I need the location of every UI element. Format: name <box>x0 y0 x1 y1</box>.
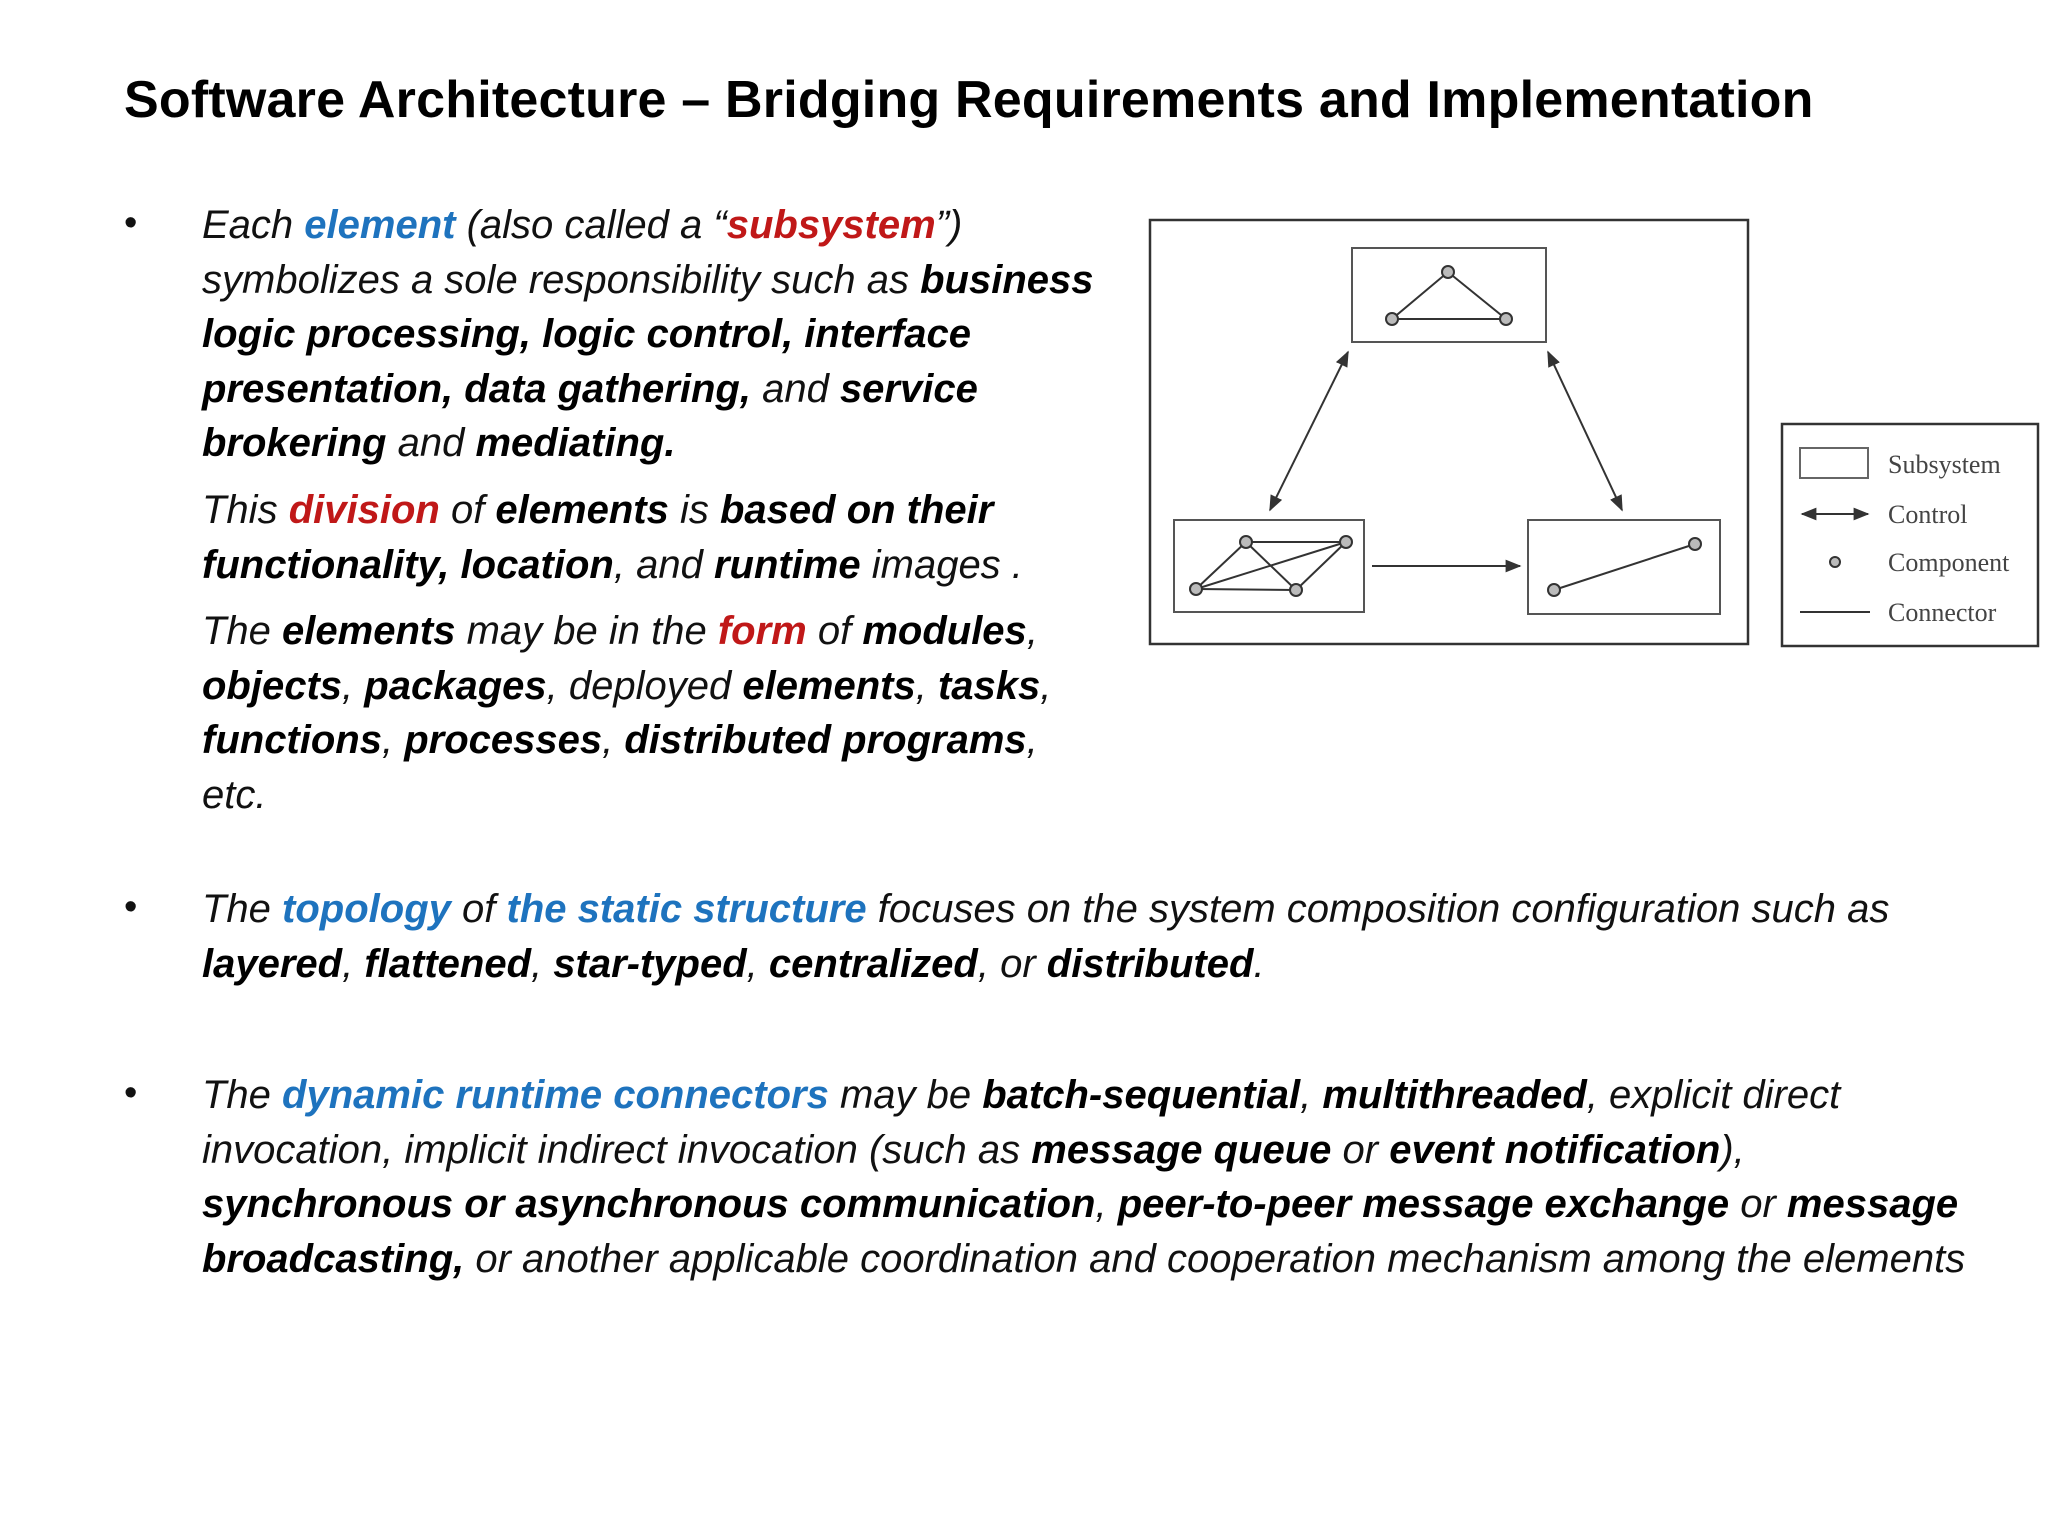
text-run: , <box>915 663 938 708</box>
text-run: , <box>1095 1182 1118 1226</box>
keyword-division: division <box>288 488 440 532</box>
text-run: , <box>602 718 625 762</box>
keyword-topology: topology <box>282 887 451 931</box>
text-run: of <box>806 609 863 653</box>
component-dot <box>1240 536 1252 548</box>
bold-functions: functions <box>202 718 382 762</box>
bold-packages: packages <box>364 663 547 708</box>
text-run: This <box>202 488 289 532</box>
legend-subsystem-swatch <box>1800 448 1868 478</box>
text-run: or another applicable coordination and cooperation mechanism among the elements <box>464 1236 1966 1281</box>
text-run: ), <box>1720 1127 1745 1172</box>
bold-service-brokering: service brokering <box>202 366 978 465</box>
text-run: images . <box>860 542 1023 587</box>
text-run: , explicit direct invocation, implicit indirect invocation (such as <box>202 1073 1841 1172</box>
legend-connector-label: Connector <box>1888 598 1997 627</box>
bold-mediating: mediating. <box>475 421 676 465</box>
text-run: , <box>381 718 405 762</box>
legend-subsystem-label: Subsystem <box>1888 450 2001 479</box>
text-run: Each <box>202 203 305 247</box>
bold-objects: objects <box>202 663 343 708</box>
bold-tasks: tasks <box>937 663 1041 708</box>
bullet-3-text <box>202 1068 1992 1286</box>
bold-layered: layered <box>202 941 343 986</box>
component-dot <box>1386 313 1398 325</box>
text-run: ”) symbolizes a sole responsibility such as <box>202 203 963 302</box>
bold-distributed-programs: distributed programs <box>624 718 1027 762</box>
slide-title: Software Architecture – Bridging Requirements and Implementation <box>124 71 1814 129</box>
bullet-1-paragraph-3 <box>202 604 1102 822</box>
text-run: , <box>342 663 365 708</box>
bold-runtime: runtime <box>713 542 861 587</box>
component-dot <box>1548 584 1560 596</box>
text-run: (also called a “ <box>455 203 727 247</box>
keyword-form: form <box>717 609 807 653</box>
bullet-2-text <box>202 882 1992 991</box>
text-run: or <box>1729 1182 1787 1226</box>
bold-centralized: centralized <box>768 941 978 986</box>
text-run: The <box>202 609 283 653</box>
bold-distributed: distributed <box>1046 941 1254 986</box>
text-run: may be <box>828 1073 983 1117</box>
text-run: The <box>202 1073 283 1117</box>
legend-component-swatch <box>1830 557 1840 567</box>
text-run: focuses on the system composition configuration such as <box>866 887 1890 931</box>
bullet-marker-3: • <box>124 1072 138 1114</box>
component-dot <box>1190 583 1202 595</box>
component-dot <box>1689 538 1701 550</box>
bold-event-notification: event notification <box>1389 1127 1721 1172</box>
bullet-marker-2: • <box>124 886 138 928</box>
text-run: , <box>342 941 365 986</box>
component-dot <box>1340 536 1352 548</box>
bold-elements: elements <box>282 609 456 653</box>
legend-component-label: Component <box>1888 548 2010 577</box>
text-run: , and <box>613 542 714 587</box>
component-dot <box>1442 266 1454 278</box>
diagram-legend <box>1782 424 2038 646</box>
bold-responsibilities: business logic processing, logic control, interface presentation, data gathering, <box>202 257 1094 411</box>
component-dot <box>1500 313 1512 325</box>
text-run: and <box>386 421 476 465</box>
bold-flattened: flattened <box>364 941 532 986</box>
legend-control-label: Control <box>1888 500 1968 529</box>
bold-elements: elements <box>495 488 669 532</box>
subsystem-left <box>1174 520 1364 612</box>
bullet-1-paragraph-2 <box>202 483 1142 592</box>
text-run: , <box>1026 609 1038 653</box>
bullet-marker-1: • <box>124 202 138 244</box>
bold-modules: modules <box>862 609 1027 653</box>
subsystem-right <box>1528 520 1720 614</box>
text-run: of <box>439 488 496 532</box>
text-run: may be in the <box>455 609 718 653</box>
text-run: , <box>746 941 769 986</box>
keyword-static-structure: the static structure <box>506 887 867 931</box>
text-run: . <box>1253 941 1265 986</box>
text-run: or <box>1331 1127 1390 1172</box>
bullet-1-text <box>202 198 1142 471</box>
text-run: The <box>202 887 283 931</box>
subsystem-top <box>1352 248 1546 342</box>
bold-processes: processes <box>404 718 603 762</box>
text-run: and <box>750 366 840 411</box>
bold-message-queue: message queue <box>1031 1127 1332 1172</box>
keyword-dynamic-runtime-connectors: dynamic runtime connectors <box>282 1073 829 1117</box>
bold-batch-sequential: batch-sequential <box>982 1073 1301 1117</box>
text-run: , <box>531 941 554 986</box>
bold-elements: elements <box>742 663 916 708</box>
bold-functionality-location: based on their functionality, location <box>202 488 994 587</box>
bold-peer-to-peer: peer-to-peer message exchange <box>1117 1182 1730 1226</box>
text-run: , <box>1300 1073 1323 1117</box>
keyword-element: element <box>304 203 456 247</box>
architecture-diagram <box>1140 212 2040 662</box>
text-run: , deployed <box>546 663 743 708</box>
text-run: , etc. <box>202 718 1038 817</box>
component-dot <box>1290 584 1302 596</box>
keyword-subsystem: subsystem <box>726 203 936 247</box>
text-run: , or <box>977 941 1047 986</box>
text-run: of <box>450 887 507 931</box>
text-run: , <box>1040 663 1052 708</box>
bold-star-typed: star-typed <box>553 941 747 986</box>
text-run: is <box>668 488 720 532</box>
bold-multithreaded: multithreaded <box>1322 1073 1587 1117</box>
bold-sync-async-communication: synchronous or asynchronous communication <box>202 1182 1096 1226</box>
bold-message-broadcasting: message broadcasting, <box>202 1182 1959 1281</box>
